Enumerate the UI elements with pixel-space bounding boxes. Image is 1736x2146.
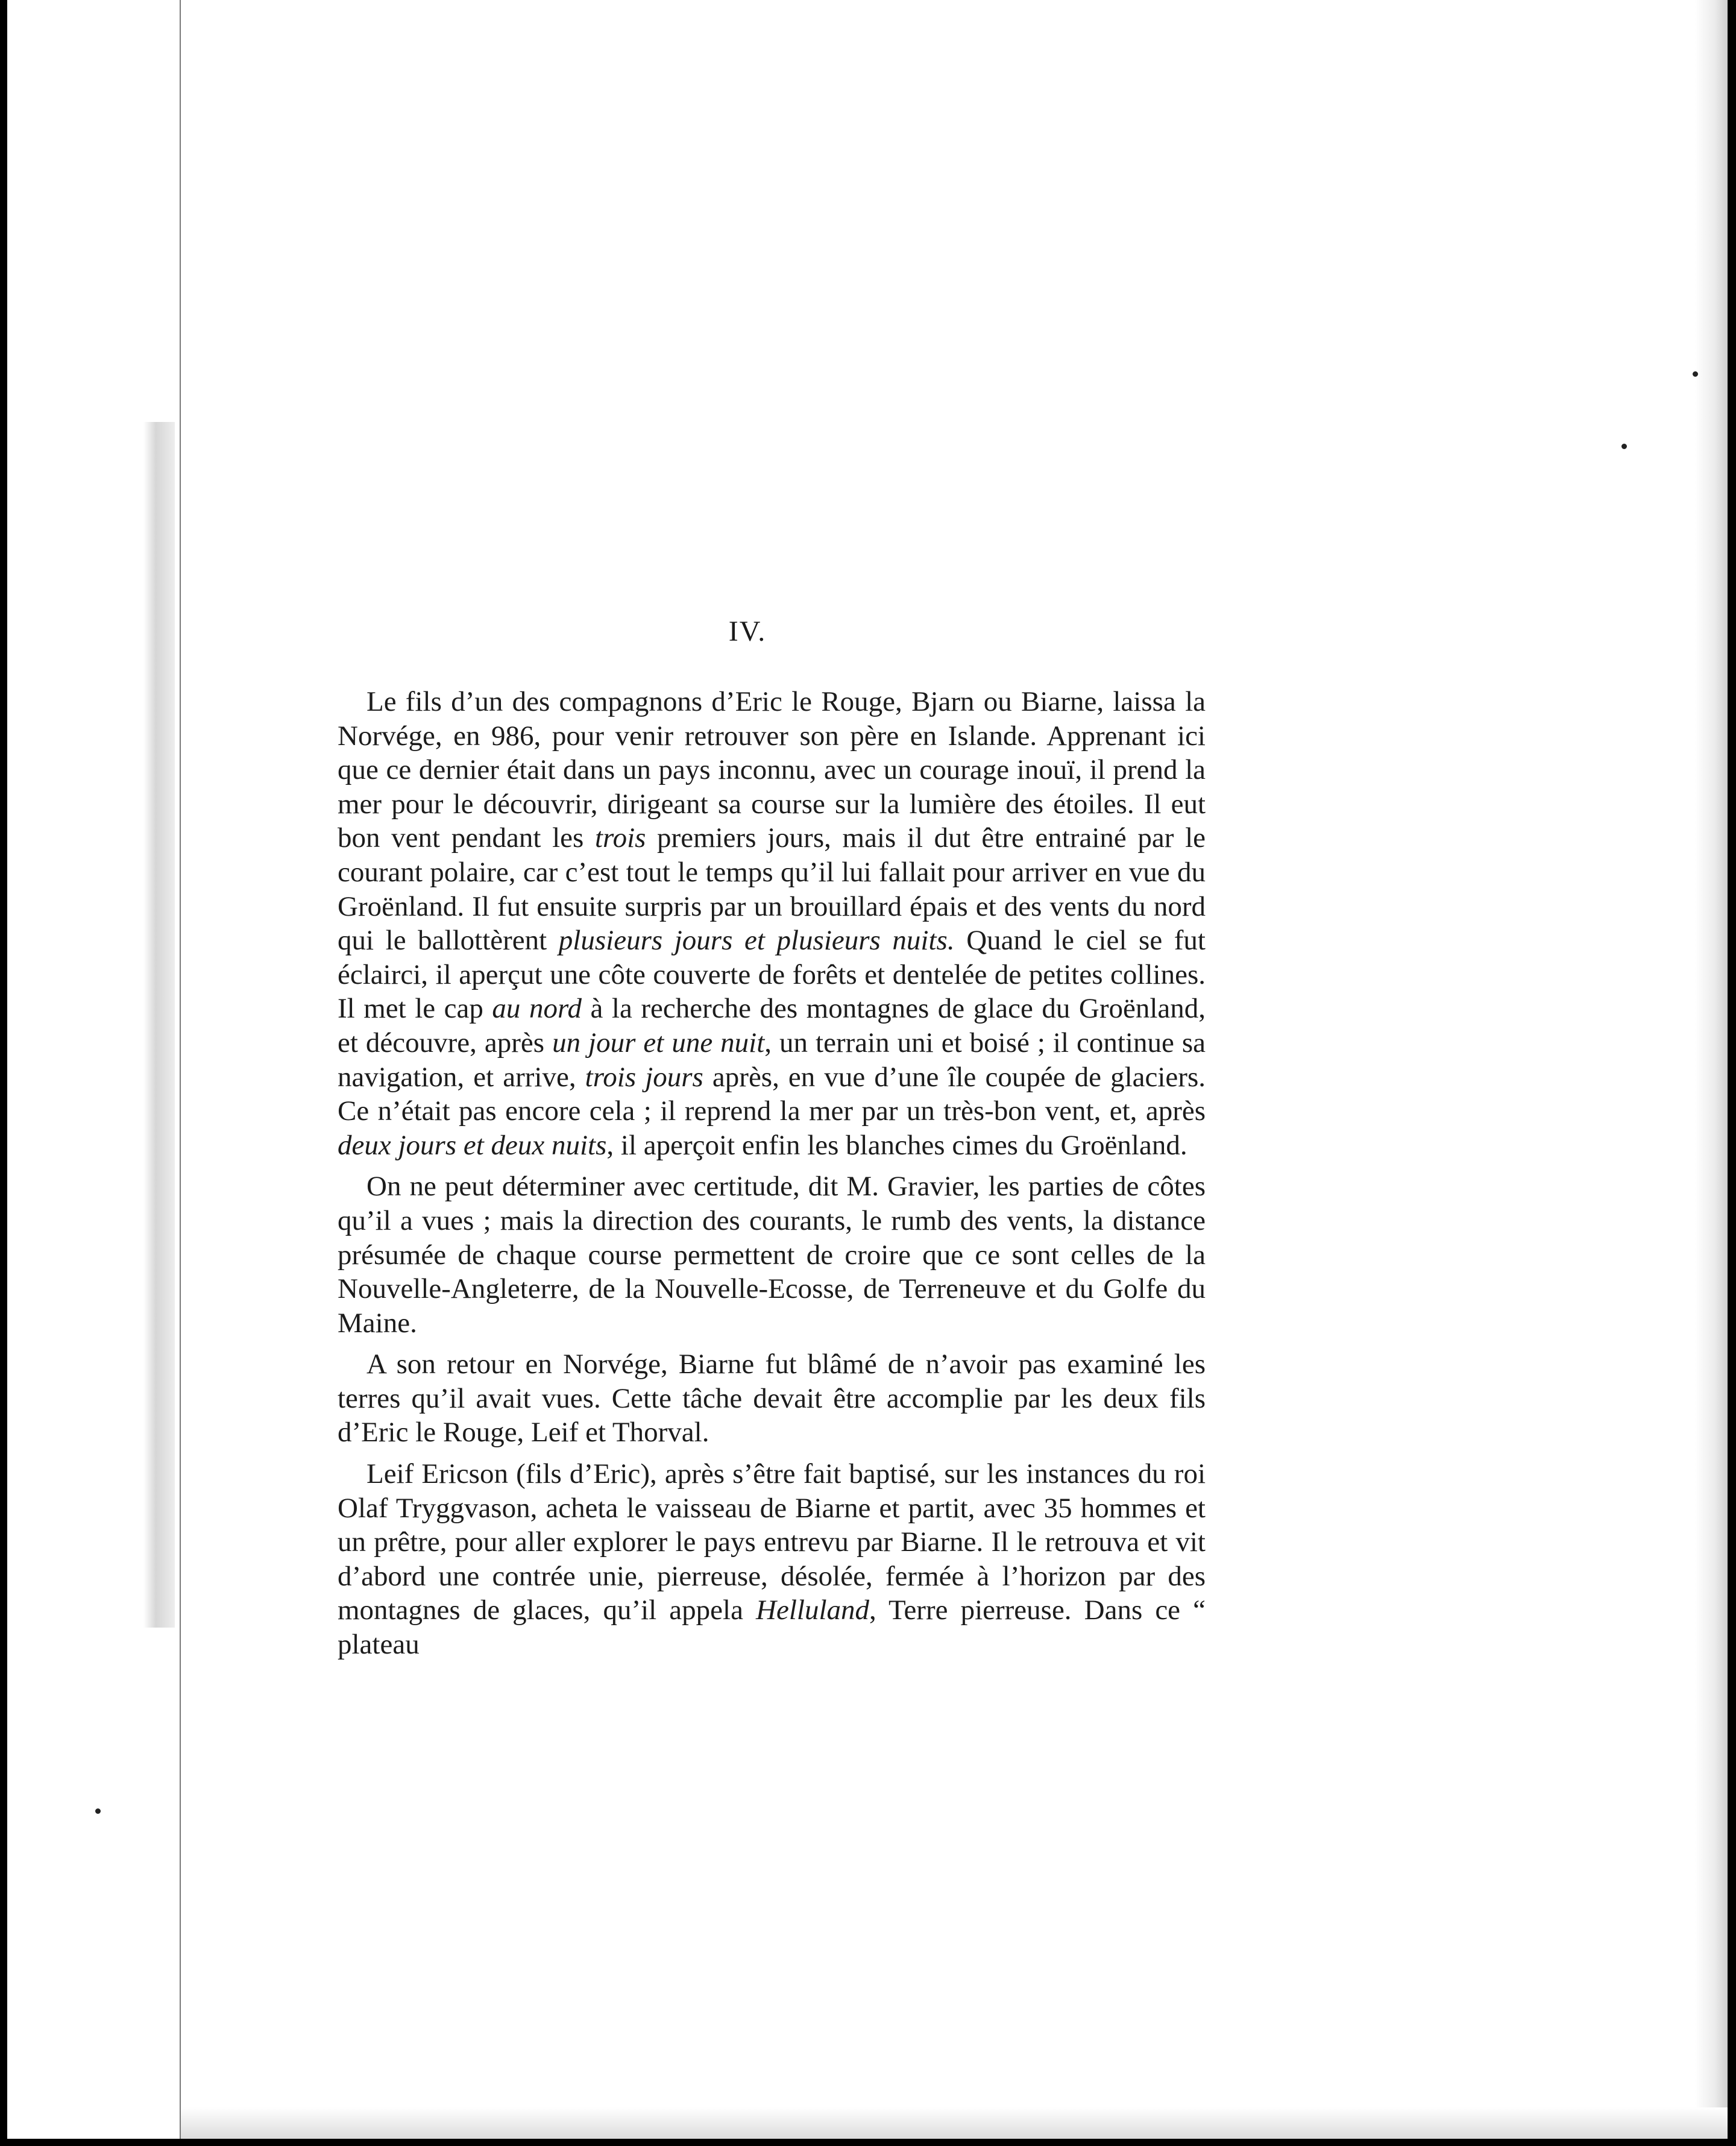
paragraph [338, 685, 1206, 1162]
text-run: Le fils d’un des compagnons d’Eric le Rouge, Bjarn ou Biarne, laissa la Norvége, en 986, pour venir retrouver son père en Islande. Apprenant ici que ce dernier était dans un pays inconnu, avec un courage inouï, il prend la mer pour le découvrir, dirigeant sa course sur la lumière des étoiles. Il eut bon vent pendant les [338, 686, 1206, 854]
text-run: Quand le ciel se fut éclairci, il aperçut une côte couverte de forêts et dentelée de petites collines. Il met le cap [338, 925, 1206, 1025]
italic-text: trois [594, 822, 646, 854]
binding-shadow [143, 422, 175, 1628]
italic-text: plusieurs jours et plusieurs nuits. [558, 925, 955, 957]
text-run: , un terrain uni et boisé ; il continue sa navigation, et arrive, [338, 1027, 1206, 1093]
italic-text: deux jours et deux nuits [338, 1129, 607, 1161]
text-run: à la recherche des montagnes de glace du Groënland, et découvre, après [338, 993, 1206, 1059]
ink-speck [95, 1808, 101, 1814]
text-run: Leif Ericson (fils d’Eric), après s’être fait baptisé, sur les instances du roi Olaf Tryggvason, acheta le vaisseau de Biarne et partit, avec 35 hommes et un prêtre, pour aller explorer le pays entrevu par Biarne. Il le retrouva et vit d’abord une contrée unie, pierreuse, désolée, fermée à l’horizon par des montagnes de glaces, qu’il appela [338, 1458, 1206, 1626]
ink-speck [1693, 371, 1698, 377]
italic-text: trois jours [585, 1061, 703, 1093]
text-run: , Terre pierreuse. Dans ce “ plateau [338, 1594, 1206, 1661]
page-right-edge [1695, 0, 1728, 2139]
body-text [338, 685, 1206, 1662]
paragraph [338, 1457, 1206, 1662]
paragraph [338, 1347, 1206, 1450]
italic-text: un jour et une nuit [552, 1027, 765, 1059]
text-run: après, en vue d’une île coupée de glaciers. Ce n’était pas encore cela ; il reprend la mer par un très-bon vent, et, après [338, 1061, 1206, 1127]
paragraph [338, 1169, 1206, 1340]
italic-text: au nord [492, 993, 582, 1025]
text-run: premiers jours, mais il dut être entrainé par le courant polaire, car c’est tout le temps qu’il lui fallait pour arriver en vue du Groënland. Il fut ensuite surpris par un brouillard épais et des vents du nord qui le ballottèrent [338, 822, 1206, 957]
text-run: On ne peut déterminer avec certitude, dit M. Gravier, les parties de côtes qu’il a vues ; mais la direction des courants, le rumb des vents, la distance présumée de chaque course permettent de croire que ce sont celles de la Nouvelle-Angleterre, de la Nouvelle-Ecosse, de Terreneuve et du Golfe du Maine. [338, 1171, 1206, 1339]
text-run: , il aperçoit enfin les blanches cimes du Groënland. [606, 1129, 1187, 1161]
page-bottom-edge [181, 2107, 1728, 2139]
ink-speck [1621, 444, 1627, 449]
text-run: A son retour en Norvége, Biarne fut blâmé de n’avoir pas examiné les terres qu’il avait vues. Cette tâche devait être accomplie par les deux fils d’Eric le Rouge, Leif et Thorval. [338, 1348, 1206, 1449]
italic-text: Helluland [756, 1594, 870, 1626]
section-heading: IV. [728, 615, 767, 647]
